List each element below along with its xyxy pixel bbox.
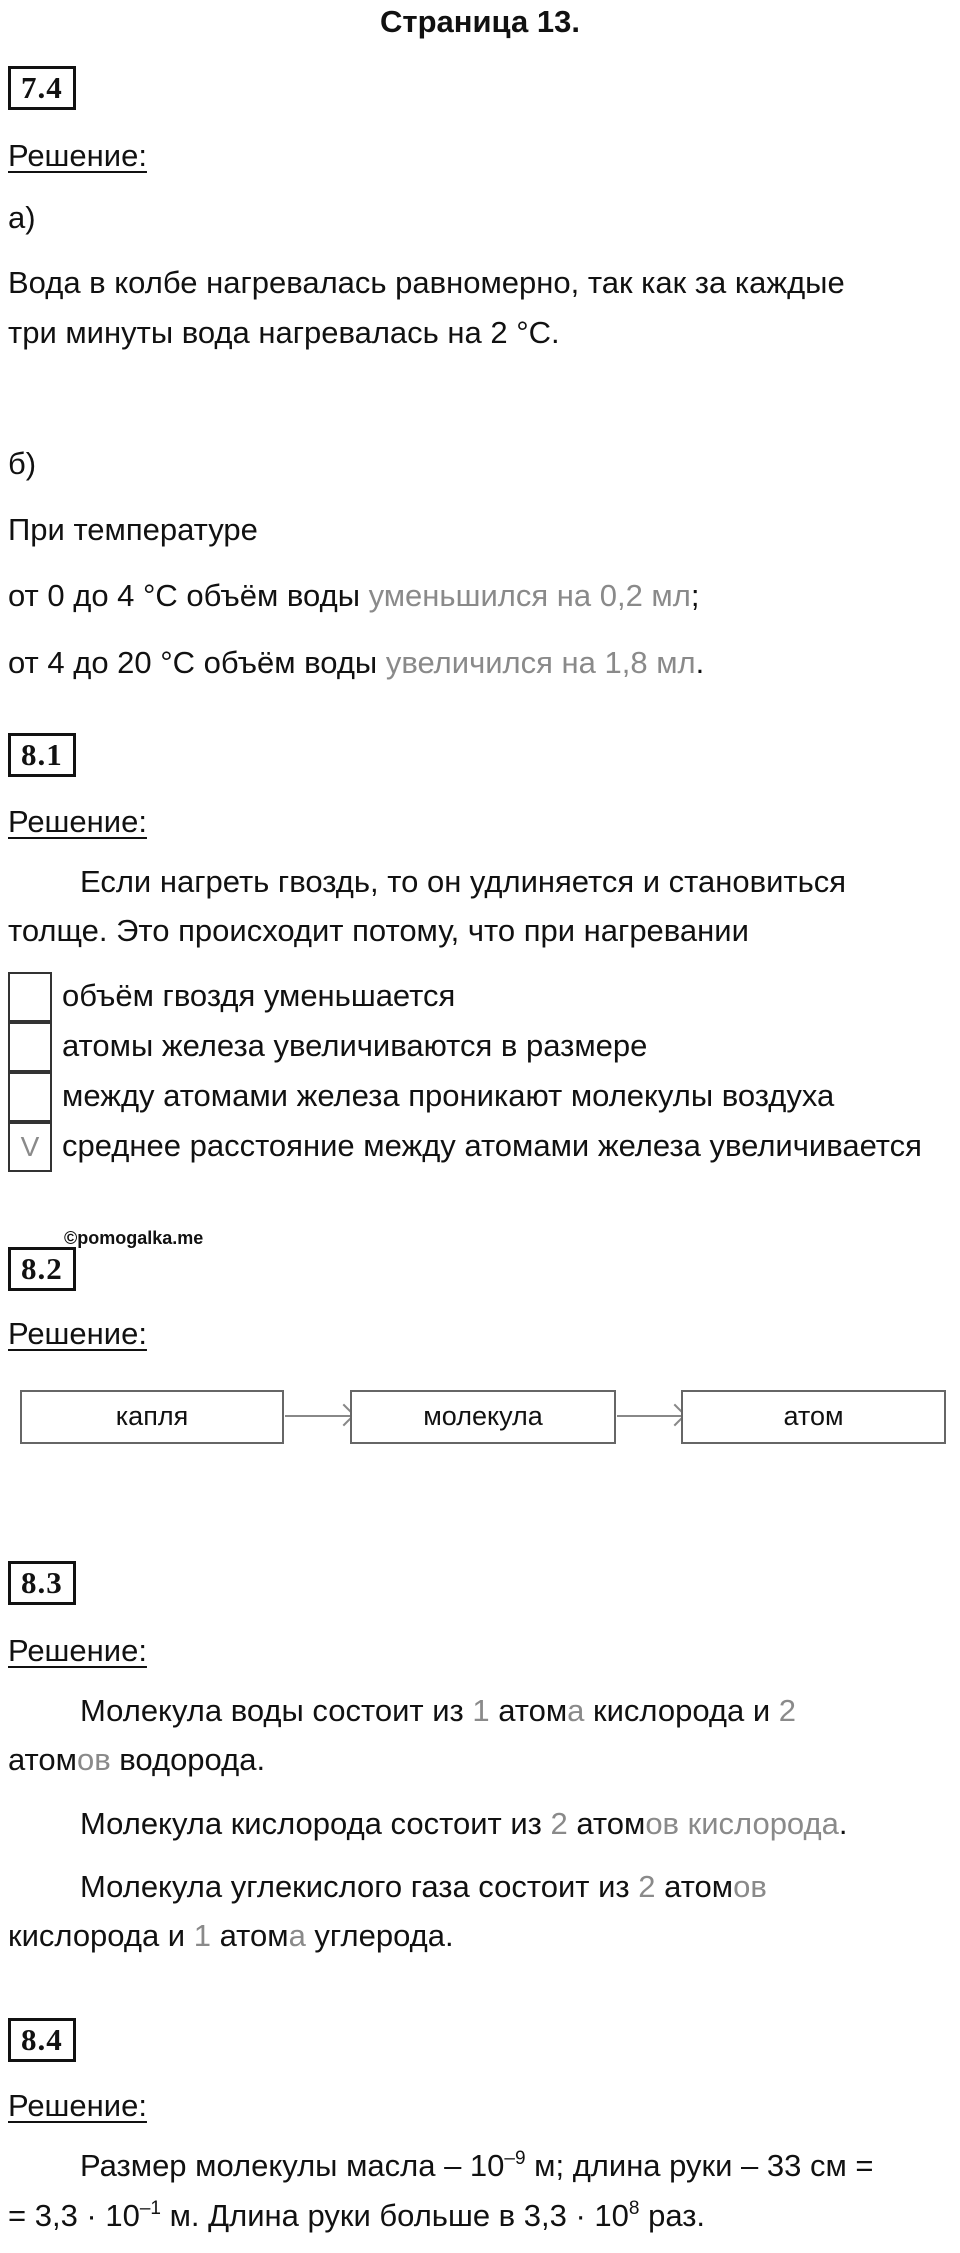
w-e2: ов — [76, 1742, 111, 1777]
solution-heading-7-4: Решение: — [8, 138, 147, 173]
s1-exp: –9 — [504, 2148, 526, 2169]
w-e1: а — [567, 1693, 585, 1728]
o-e: ов кислорода — [645, 1806, 839, 1841]
option-label-3: между атомами железа проникают молекулы воздуха — [62, 1078, 835, 1113]
w-n2: 2 — [778, 1693, 797, 1728]
size-line-2 — [8, 2198, 705, 2234]
s1a: Размер молекулы масла – 10 — [80, 2148, 505, 2183]
c-n2: 1 — [193, 1918, 211, 1953]
solution-heading-8-3: Решение: — [8, 1633, 147, 1668]
c5: углерода. — [305, 1918, 454, 1953]
w3: кислорода и — [584, 1693, 779, 1728]
water-molecule-line-1 — [80, 1693, 796, 1729]
answer-b-line-3-end: . — [695, 645, 705, 680]
task-badge-8-1: 8.1 — [8, 733, 76, 777]
answer-b-line-1: При температуре — [8, 512, 258, 547]
watermark: ©pomogalka.me — [64, 1228, 204, 1248]
answer-b-line-2-end: ; — [690, 578, 700, 613]
page-title: Страница 13. — [380, 4, 580, 39]
c-n1: 2 — [638, 1869, 656, 1904]
part-b-label: б) — [8, 446, 37, 481]
s2-exp2: 8 — [628, 2198, 640, 2219]
w1: Молекула воды состоит из — [80, 1693, 473, 1728]
question-line-1: Если нагреть гвоздь, то он удлиняется и становиться — [80, 864, 847, 899]
w2: атом — [489, 1693, 568, 1728]
option-label-4: среднее расстояние между атомами железа увеличивается — [62, 1128, 922, 1163]
option-label-2: атомы железа увеличиваются в размере — [62, 1028, 648, 1063]
c2: атом — [655, 1869, 734, 1904]
w5: водорода. — [110, 1742, 266, 1777]
answer-b-line-3-value: увеличился на 1,8 мл — [385, 645, 696, 680]
w4: атом — [8, 1742, 77, 1777]
chain-box-atom: атом — [681, 1390, 946, 1444]
option-checkbox-1[interactable] — [8, 972, 52, 1022]
answer-b-line-3-text: от 4 до 20 °С объём воды — [8, 645, 386, 680]
oxygen-molecule-line — [80, 1806, 847, 1842]
solution-heading-8-1: Решение: — [8, 804, 147, 839]
water-molecule-line-2 — [8, 1742, 265, 1778]
c1: Молекула углекислого газа состоит из — [80, 1869, 639, 1904]
answer-b-line-2-value: уменьшился на 0,2 мл — [368, 578, 691, 613]
size-line-1 — [80, 2148, 874, 2184]
co2-molecule-line-1 — [80, 1869, 767, 1905]
chain-arrow-1 — [285, 1415, 350, 1417]
answer-b-line-2-text: от 0 до 4 °С объём воды — [8, 578, 369, 613]
o2: атом — [567, 1806, 646, 1841]
answer-b-line-2 — [8, 578, 699, 614]
chain-box-molecule: молекула — [350, 1390, 616, 1444]
answer-b-line-3 — [8, 645, 704, 681]
option-checkbox-4[interactable]: V — [8, 1122, 52, 1172]
s1b: м; длина руки – 33 см = — [525, 2148, 874, 2183]
part-a-label: а) — [8, 200, 36, 235]
task-badge-8-4: 8.4 — [8, 2018, 76, 2062]
answer-a-line-2: три минуты вода нагревалась на 2 °С. — [8, 315, 560, 350]
question-line-2: толще. Это происходит потому, что при нагревании — [8, 913, 749, 948]
option-checkbox-2[interactable] — [8, 1022, 52, 1072]
answer-a-line-1: Вода в колбе нагревалась равномерно, так как за каждые — [8, 265, 845, 300]
o1: Молекула кислорода состоит из — [80, 1806, 551, 1841]
s2c: раз. — [639, 2198, 706, 2233]
option-label-1: объём гвоздя уменьшается — [62, 978, 456, 1013]
c3: кислорода и — [8, 1918, 194, 1953]
solution-heading-8-2: Решение: — [8, 1316, 147, 1351]
chain-arrow-2 — [617, 1415, 681, 1417]
task-badge-8-3: 8.3 — [8, 1561, 76, 1605]
o3: . — [838, 1806, 848, 1841]
s2-exp1: –1 — [139, 2198, 161, 2219]
task-badge-8-2: 8.2 — [8, 1247, 76, 1291]
chain-box-drop: капля — [20, 1390, 284, 1444]
solution-heading-8-4: Решение: — [8, 2088, 147, 2123]
w-n1: 1 — [472, 1693, 490, 1728]
c-e2: а — [288, 1918, 306, 1953]
o-n: 2 — [550, 1806, 568, 1841]
option-checkbox-3[interactable] — [8, 1072, 52, 1122]
c-e1: ов — [733, 1869, 767, 1904]
s2b: м. Длина руки больше в 3,3 · 10 — [160, 2198, 629, 2233]
co2-molecule-line-2 — [8, 1918, 454, 1954]
c4: атом — [210, 1918, 289, 1953]
s2a: = 3,3 · 10 — [8, 2198, 140, 2233]
task-badge-7-4: 7.4 — [8, 66, 76, 110]
